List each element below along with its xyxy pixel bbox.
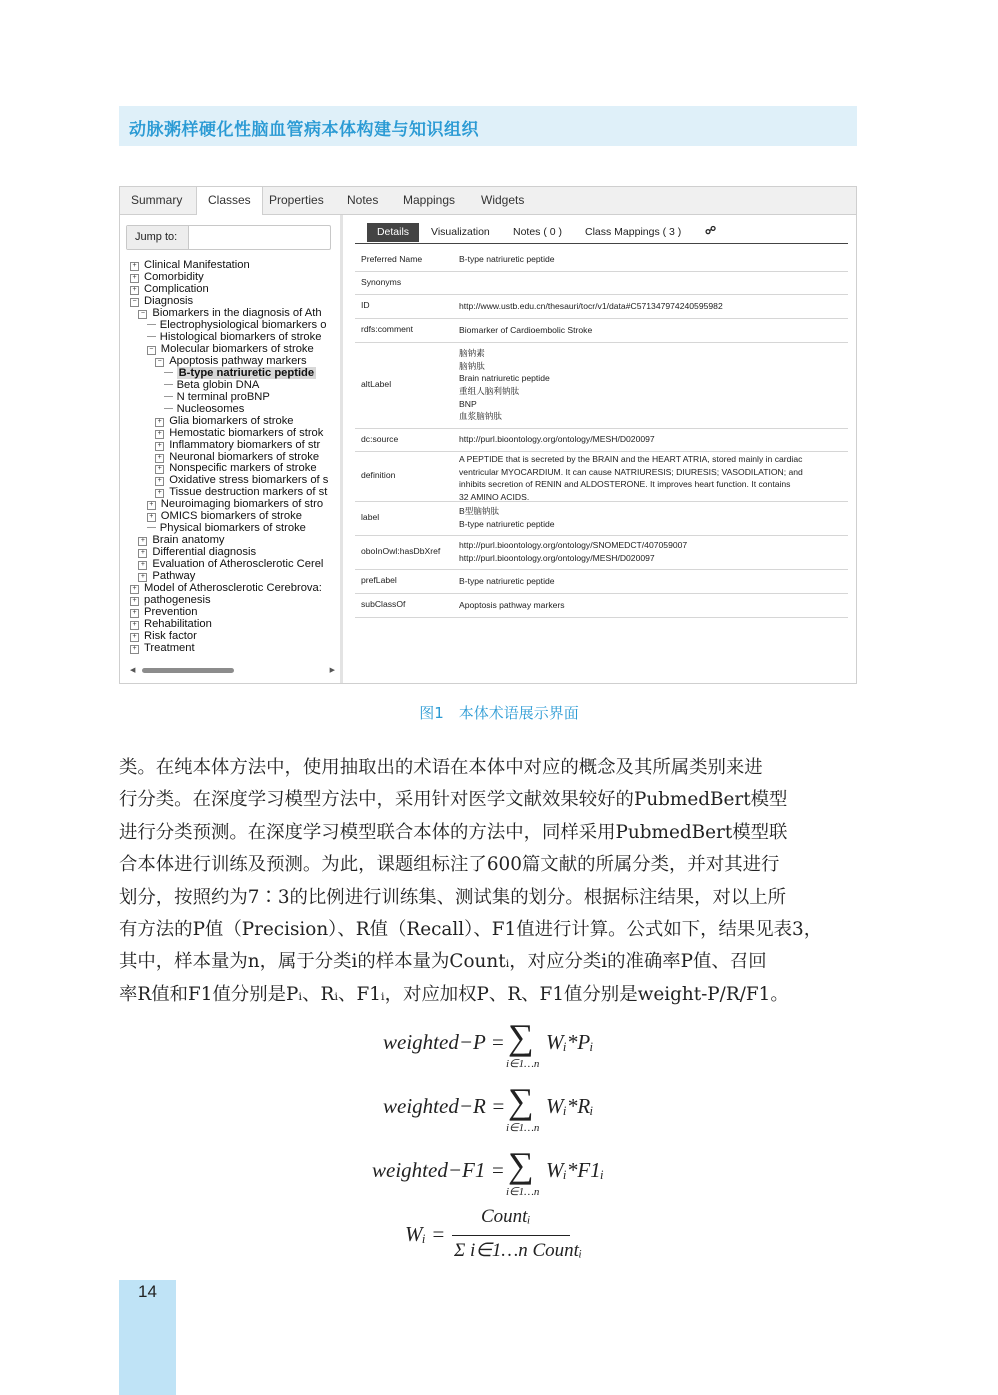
tree-branch-line	[164, 384, 173, 385]
expand-icon[interactable]: +	[155, 489, 164, 498]
property-value-line: inhibits secretion of RENIN and ALDOSTERONE. It improves heart function. It contains	[459, 479, 791, 490]
jump-to-label: Jump to:	[127, 226, 189, 249]
collapse-icon[interactable]: −	[147, 346, 156, 355]
tree-node[interactable]	[130, 594, 211, 606]
tree-node[interactable]	[164, 367, 317, 379]
details-tabbar	[355, 223, 848, 244]
fraction-bar	[452, 1235, 570, 1236]
property-value	[459, 599, 829, 612]
property-row	[355, 294, 848, 319]
property-row	[355, 501, 848, 536]
expand-icon[interactable]: +	[130, 633, 139, 642]
tree-node[interactable]	[130, 295, 193, 307]
expand-icon[interactable]: +	[138, 573, 147, 582]
property-value-line: 32 AMINO ACIDS.	[459, 491, 530, 502]
tree-node[interactable]	[130, 618, 212, 630]
tree-node-label: Clinical Manifestation	[144, 259, 250, 271]
tree-branch-line	[164, 396, 173, 397]
tree-node[interactable]	[130, 630, 197, 642]
expand-icon[interactable]: +	[155, 465, 164, 474]
paragraph-line: 进行分类预测。在深度学习模型联合本体的方法中，同样采用PubmedBert模型联	[119, 821, 788, 843]
tree-node[interactable]	[138, 570, 195, 582]
tree-node[interactable]	[155, 415, 293, 427]
property-value-line: http://purl.bioontology.org/ontology/MESH/D020097	[459, 434, 655, 445]
property-value	[459, 505, 829, 530]
expand-icon[interactable]: +	[130, 645, 139, 654]
formula-w-numerator: Countᵢ	[481, 1206, 531, 1227]
tree-node[interactable]	[138, 534, 224, 546]
tree-node[interactable]	[155, 427, 323, 439]
tree-node-label: Hemostatic biomarkers of strok	[169, 426, 324, 439]
property-value	[459, 253, 829, 266]
property-value-line: A PEPTIDE that is secreted by the BRAIN and the HEART ATRIA, stored mainly in cardiac	[459, 454, 803, 464]
tree-node-label: Model of Atherosclerotic Cerebrova:	[144, 582, 322, 595]
tree-node-label: Comorbidity	[144, 270, 204, 283]
formula-weighted-r-rhs: Wᵢ*Rᵢ	[546, 1094, 594, 1118]
tab-class-mappings[interactable]: Class Mappings ( 3 )	[585, 226, 682, 238]
tree-branch-line	[164, 372, 173, 373]
tree-node[interactable]	[130, 582, 322, 594]
tree-branch-line	[147, 324, 156, 325]
expand-icon[interactable]: +	[155, 454, 164, 463]
paragraph-line: 有方法的P值（Precision）、R值（Recall）、F1值进行计算。公式如下，结果见表3，	[119, 919, 823, 941]
paragraph-line: 其中，样本量为n，属于分类i的样本量为Countᵢ，对应分类i的准确率P值、召回	[119, 951, 767, 973]
tree-node[interactable]	[130, 283, 209, 295]
property-value-line: Brain natriuretic peptide	[459, 373, 550, 384]
tree-node-label: Pathway	[152, 570, 196, 583]
page-number: 14	[138, 1282, 157, 1301]
property-value-line: 重组人脑利钠肽	[459, 385, 520, 396]
link-icon[interactable]: ☍	[705, 225, 717, 237]
tree-node-label: OMICS biomarkers of stroke	[160, 510, 302, 523]
tree-branch-line	[164, 408, 173, 409]
formula-weighted-f1-lhs: weighted−F1 =	[372, 1158, 505, 1182]
paragraph-line: 行分类。在深度学习模型方法中，采用针对医学文献效果较好的PubmedBert模型	[119, 789, 788, 811]
expand-icon[interactable]: +	[138, 561, 147, 570]
property-value-line: http://purl.bioontology.org/ontology/MESH/D020097	[459, 552, 655, 563]
tab-classes[interactable]: Classes	[196, 187, 263, 215]
sigma-symbol: ∑	[508, 1017, 534, 1057]
tree-node-label: Neuronal biomarkers of stroke	[169, 450, 320, 463]
tree-node[interactable]	[130, 606, 198, 618]
tree-node[interactable]	[138, 307, 321, 319]
tree-node[interactable]	[164, 391, 270, 403]
property-row	[355, 593, 848, 618]
property-key: label	[361, 512, 380, 522]
tree-node-label: Rehabilitation	[144, 618, 212, 631]
formula-weighted-r-lhs: weighted−R =	[383, 1094, 506, 1118]
scroll-left-icon[interactable]: ◀	[130, 666, 136, 674]
property-key: subClassOf	[361, 599, 406, 609]
property-value-line: B型脑钠肽	[459, 506, 500, 517]
tree-node[interactable]	[155, 462, 316, 474]
tree-node[interactable]	[155, 486, 327, 498]
tab-widgets[interactable]: Widgets	[481, 193, 525, 207]
jump-to-search[interactable]	[126, 225, 331, 250]
tree-node[interactable]	[147, 522, 306, 534]
property-key: definition	[361, 470, 396, 480]
tree-branch-line	[147, 336, 156, 337]
class-details-panel	[343, 215, 857, 684]
property-key: ID	[361, 300, 370, 310]
tree-node[interactable]	[164, 379, 260, 391]
tree-node-label: Risk factor	[144, 630, 197, 643]
property-value-line: B-type natriuretic peptide	[459, 575, 555, 586]
expand-icon[interactable]: +	[155, 477, 164, 486]
main-tabbar	[120, 187, 856, 215]
sum-index: i∈1…n	[506, 1122, 540, 1134]
formula-weighted-p-rhs: Wᵢ*Pᵢ	[546, 1030, 594, 1054]
tree-node-label: Prevention	[144, 606, 198, 619]
property-value	[459, 433, 829, 446]
sigma-symbol: ∑	[508, 1081, 534, 1121]
property-value-line: 脑钠素	[459, 348, 485, 359]
property-value-line: BNP	[459, 398, 477, 409]
tree-node[interactable]	[155, 474, 328, 486]
tree-node[interactable]	[130, 271, 204, 283]
expand-icon[interactable]: +	[130, 597, 139, 606]
paragraph-line: 合本体进行训练及预测。为此，课题组标注了600篇文献的所属分类，并对其进行	[119, 854, 780, 876]
property-key: dc:source	[361, 433, 399, 444]
paragraph-line: 划分，按照约为7∶3的比例进行训练集、测试集的划分。根据标注结果，对以上所	[119, 886, 787, 908]
tree-node[interactable]	[138, 558, 323, 570]
class-tree	[130, 259, 340, 669]
property-row	[355, 271, 848, 295]
tree-node-label: N terminal proBNP	[176, 390, 270, 403]
tree-node-label: Brain anatomy	[152, 534, 225, 547]
paragraph-line: 率R值和F1值分别是Pᵢ、Rᵢ、F1ᵢ，对应加权P、R、F1值分别是weight-P/R/F1。	[119, 983, 789, 1005]
property-row	[355, 342, 848, 429]
expand-icon[interactable]: +	[130, 609, 139, 618]
property-row	[355, 535, 848, 570]
ontology-screenshot	[119, 186, 857, 684]
page-number-tab	[119, 1280, 176, 1395]
sum-index: i∈1…n	[506, 1058, 540, 1070]
tree-node-label: Apoptosis pathway markers	[169, 354, 307, 367]
scroll-right-icon[interactable]: ▶	[329, 666, 335, 674]
expand-icon[interactable]: +	[130, 286, 139, 295]
tree-node-label: Physical biomarkers of stroke	[159, 522, 306, 535]
property-value	[459, 324, 829, 337]
scrollbar-thumb[interactable]	[142, 668, 234, 673]
tree-node[interactable]	[130, 642, 195, 654]
expand-icon[interactable]: +	[130, 262, 139, 271]
tree-node[interactable]	[147, 319, 327, 331]
tree-node-label: Inflammatory biomarkers of str	[169, 438, 321, 451]
running-header-title: 动脉粥样硬化性脑血管病本体构建与知识组织	[129, 120, 479, 140]
tree-node[interactable]	[155, 439, 320, 451]
tree-node-label: Neuroimaging biomarkers of stro	[160, 498, 324, 511]
tree-node[interactable]	[147, 510, 302, 522]
tree-node-label: Glia biomarkers of stroke	[169, 414, 294, 427]
property-value-line: B-type natriuretic peptide	[459, 518, 555, 529]
property-value	[459, 453, 829, 503]
property-value	[459, 347, 829, 423]
property-value-line: 脑钠肽	[459, 360, 485, 371]
tab-mappings[interactable]: Mappings	[403, 193, 456, 207]
tree-node-label: Evaluation of Atherosclerotic Cerel	[152, 558, 324, 571]
tree-horizontal-scrollbar[interactable]	[130, 665, 335, 675]
body-paragraph	[119, 752, 859, 1011]
figure-caption: 图1 本体术语展示界面	[419, 704, 579, 722]
tree-node-label: Nonspecific markers of stroke	[169, 462, 317, 475]
property-value-line: B-type natriuretic peptide	[459, 254, 555, 265]
expand-icon[interactable]: +	[130, 585, 139, 594]
property-value-line: http://purl.bioontology.org/ontology/SNOMEDCT/407059007	[459, 540, 688, 551]
tab-visualization[interactable]: Visualization	[431, 226, 490, 238]
tree-node-label: Electrophysiological biomarkers o	[159, 318, 327, 331]
tree-node-label: Oxidative stress biomarkers of s	[169, 474, 329, 487]
property-key: altLabel	[361, 379, 392, 389]
tree-node-label: Complication	[144, 282, 209, 295]
tree-node-label: Beta globin DNA	[176, 378, 260, 391]
collapse-icon[interactable]: −	[130, 298, 139, 307]
property-row	[355, 428, 848, 452]
tree-branch-line	[147, 527, 156, 528]
property-value-line: Apoptosis pathway markers	[459, 599, 565, 610]
tree-node[interactable]	[147, 498, 323, 510]
expand-icon[interactable]: +	[155, 430, 164, 439]
formula-w-lhs: Wᵢ =	[405, 1222, 446, 1246]
tree-node[interactable]	[155, 451, 319, 463]
property-row	[355, 318, 848, 343]
tree-node-label: pathogenesis	[144, 594, 211, 607]
property-value-line: http://www.ustb.edu.cn/thesauri/tocr/v1/data#C571347974240595982	[459, 300, 723, 311]
tab-notes[interactable]: Notes	[347, 193, 379, 207]
formula-weighted-p-lhs: weighted−P =	[383, 1030, 505, 1054]
property-key: oboInOwl:hasDbXref	[361, 546, 441, 556]
tree-node-label: Treatment	[144, 642, 195, 655]
tab-details[interactable]: Details	[367, 223, 419, 242]
expand-icon[interactable]: +	[138, 537, 147, 546]
tree-node-label: Nucleosomes	[176, 402, 245, 415]
tree-node-label: Histological biomarkers of stroke	[159, 330, 322, 343]
expand-icon[interactable]: +	[155, 442, 164, 451]
property-value-line: 血浆脑钠肽	[459, 411, 502, 422]
tree-node-label: Tissue destruction markers of st	[169, 486, 328, 499]
property-value	[459, 539, 829, 564]
property-row	[355, 569, 848, 594]
expand-icon[interactable]: +	[147, 501, 156, 510]
tree-node[interactable]	[147, 343, 314, 355]
property-key: rdfs:comment	[361, 324, 414, 334]
sum-index: i∈1…n	[506, 1186, 540, 1198]
running-header	[119, 106, 857, 146]
expand-icon[interactable]: +	[138, 549, 147, 558]
tab-summary[interactable]: Summary	[131, 193, 183, 207]
formula-w-denominator: Σ i∈1…n Countᵢ	[454, 1240, 582, 1261]
property-value-line: Biomarker of Cardioembolic Stroke	[459, 324, 593, 335]
expand-icon[interactable]: +	[155, 418, 164, 427]
class-tree-panel	[120, 215, 340, 684]
property-value	[459, 575, 829, 588]
tree-node-label: Biomarkers in the diagnosis of Ath	[152, 306, 322, 319]
property-value-line: ventricular MYOCARDIUM. It can cause NATRIURESIS; DIURESIS; VASODILATION; and	[459, 466, 803, 477]
tree-node[interactable]	[130, 259, 250, 271]
property-key: prefLabel	[361, 575, 397, 585]
expand-icon[interactable]: +	[130, 621, 139, 630]
property-key: Preferred Name	[361, 253, 423, 264]
collapse-icon[interactable]: −	[138, 310, 147, 319]
tree-node[interactable]	[147, 331, 322, 343]
tree-node-label: B-type natriuretic peptide	[178, 366, 315, 379]
formula-weighted-f1-rhs: Wᵢ*F1ᵢ	[546, 1158, 604, 1182]
tree-node-label: Differential diagnosis	[152, 546, 257, 559]
sigma-symbol: ∑	[508, 1145, 534, 1185]
tree-node[interactable]	[155, 355, 306, 367]
property-row	[355, 451, 848, 502]
collapse-icon[interactable]: −	[155, 358, 164, 367]
property-row	[355, 248, 848, 272]
property-key: Synonyms	[361, 276, 402, 287]
expand-icon[interactable]: +	[147, 513, 156, 522]
property-value	[459, 300, 829, 313]
expand-icon[interactable]: +	[130, 274, 139, 283]
tree-node[interactable]	[138, 546, 256, 558]
tree-node-label: Molecular biomarkers of stroke	[160, 342, 314, 355]
tab-properties[interactable]: Properties	[269, 193, 324, 207]
tree-node-label: Diagnosis	[144, 294, 194, 307]
tab-notes-count[interactable]: Notes ( 0 )	[513, 226, 563, 238]
tree-node[interactable]	[164, 403, 245, 415]
paragraph-line: 类。在纯本体方法中，使用抽取出的术语在本体中对应的概念及其所属类别来进	[119, 757, 763, 778]
